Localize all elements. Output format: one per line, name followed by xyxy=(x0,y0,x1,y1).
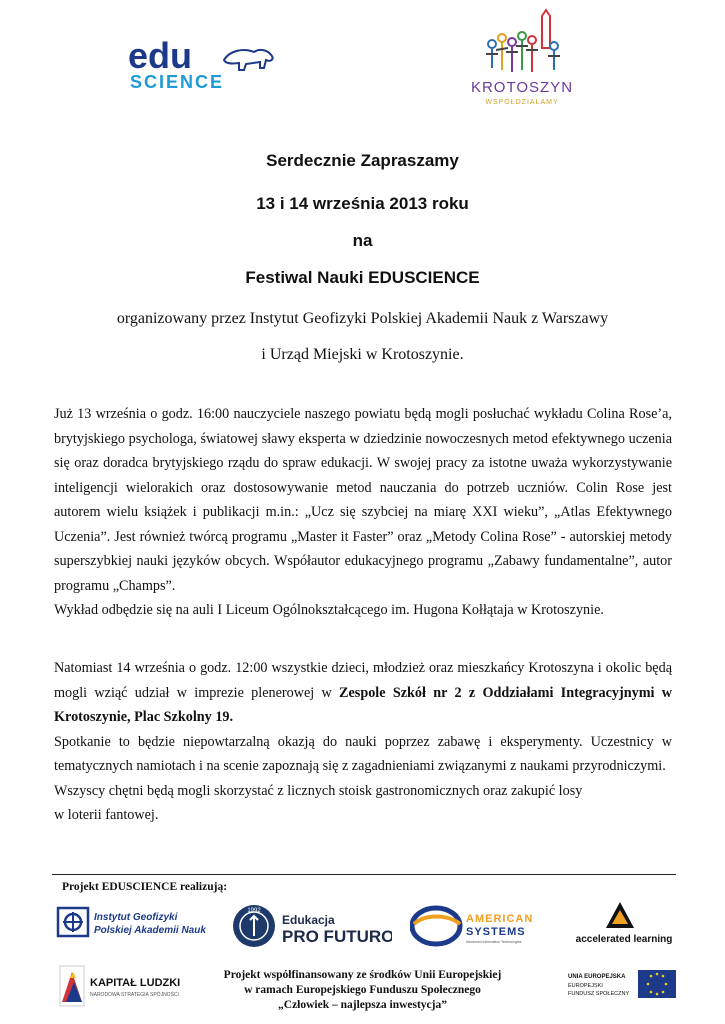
krotoszyn-skyline-icon xyxy=(486,10,560,72)
organizer-line-1: organizowany przez Instytut Geofizyki Polskiej Akademii Nauk z Warszawy xyxy=(116,310,609,327)
eu-line-3: FUNDUSZ SPOŁECZNY xyxy=(568,991,630,997)
funding-line-1: Projekt współfinansowany ze środków Unii Europejskiej xyxy=(223,969,502,981)
krotoszyn-name: KROTOSZYN xyxy=(470,79,574,96)
eu-line-2: EUROPEJSKI xyxy=(568,983,603,989)
pro-futuro-year: 1992 xyxy=(247,908,261,914)
invitation-na: na xyxy=(352,231,373,250)
american-systems-swoosh-icon xyxy=(412,908,460,944)
festival-title: Festiwal Nauki EDUSCIENCE xyxy=(245,268,480,287)
invitation-date: 13 i 14 września 2013 roku xyxy=(256,194,469,213)
systems-text: SYSTEMS xyxy=(466,926,526,938)
krotoszyn-logo xyxy=(462,8,582,108)
igf-line-1: Instytut Geofizyki xyxy=(94,912,178,923)
science-text: SCIENCE xyxy=(130,72,225,90)
kapital-ludzki-tagline: NARODOWA STRATEGIA SPÓJNOŚCI xyxy=(90,992,179,998)
american-systems-logo xyxy=(410,902,540,948)
pro-futuro-logo xyxy=(232,900,392,952)
school-address: Zespole Szkół nr 2 z Oddziałami Integracyjnymi w Krotoszynie, Plac Szkolny 19. xyxy=(54,684,672,725)
invitation-line-1: Serdecznie Zapraszamy xyxy=(266,151,459,170)
partners-label: Projekt EDUSCIENCE realizują: xyxy=(62,881,228,893)
igf-pan-logo xyxy=(56,902,206,942)
polar-bear-icon xyxy=(224,50,273,70)
footer-divider xyxy=(52,874,676,875)
eu-logo xyxy=(566,966,678,1006)
accelerated-learning-text: accelerated learning xyxy=(575,934,673,945)
kapital-ludzki-text: KAPITAŁ LUDZKI xyxy=(90,977,181,989)
funding-line-3: „Człowiek – najlepsza inwestycja” xyxy=(278,999,447,1011)
edu-text: edu xyxy=(128,38,193,76)
paragraph-stalls-line-2: w loterii fantowej. xyxy=(54,807,159,823)
paragraph-meeting: Spotkanie to będzie niepowtarzalną okazją do nauki poprzez zabawę i eksperymenty. Uczestnicy w tematycznych namiotach i na scenie zapoznają się z zagadnieniami związanymi z naukami przyrodniczymi. xyxy=(54,733,672,774)
eu-line-1: UNIA EUROPEJSKA xyxy=(568,974,626,980)
accelerated-learning-emblem-icon xyxy=(606,902,634,928)
paragraph-lecture xyxy=(54,402,672,623)
pro-futuro-emblem-icon xyxy=(233,905,275,947)
paragraph-outdoor xyxy=(54,656,672,828)
paragraph-outdoor-text xyxy=(54,656,672,730)
igf-emblem-icon xyxy=(58,908,88,936)
accelerated-learning-logo xyxy=(570,898,680,948)
paragraph-stalls-line-1: Wszyscy chętni będą mogli skorzystać z licznych stoisk gastronomicznych oraz zakupić losy xyxy=(54,782,583,799)
paragraph-lecture-text: Już 13 września o godz. 16:00 nauczyciele naszego powiatu będą mogli posłuchać wykładu Colina Rose’a, brytyjskiego psychologa, światowej sławy eksperta w dziedzinie nowoczesnych metod efektywnego uczenia się oraz doradca brytyjskiego rządu do spraw edukacji. W swojej pracy za istotne uważa wykorzystywanie inteligencji wielorakich oraz dostosowywanie metod nauczania do potrzeb uczniów. Colin Rose jest autorem wielu książek i publikacji m.in.: „Ucz się szybciej na miarę XXI wieku”, „Atlas Efektywnego Uczenia”. Jest również twórcą programu „Master it Faster” oraz „Metody Colina Rose” - autorskiej metody superszybkiej nauki języków obcych. Współautor edukacyjnego programu „Zabawy fundamentalne”, autor programu „Champs”. xyxy=(54,406,672,594)
pro-futuro-line-1: Edukacja xyxy=(282,913,335,927)
krotoszyn-tagline: WSPÓŁDZIAŁAMY xyxy=(485,99,559,106)
pro-futuro-line-2: PRO FUTURO xyxy=(282,927,392,946)
funding-line-2: w ramach Europejskiego Funduszu Społecznego xyxy=(244,984,481,996)
organizer-line-2: i Urząd Miejski w Krotoszynie. xyxy=(261,346,464,363)
paragraph-venue: Wykład odbędzie się na auli I Liceum Ogólnokształcącego im. Hugona Kołłątaja w Krotoszynie. xyxy=(54,602,604,618)
american-systems-tagline: Advanced Information Technologies xyxy=(466,940,522,944)
outdoor-intro: Natomiast 14 września o godz. 12:00 wszystkie dzieci, młodzież oraz mieszkańcy Krotoszyna i okolic będą mogli wziąć udział w imprezie plenerowej w xyxy=(54,660,672,701)
american-text: AMERICAN xyxy=(466,913,534,925)
eduscience-logo xyxy=(126,38,278,90)
eu-flag-icon xyxy=(638,970,676,998)
igf-line-2: Polskiej Akademii Nauk xyxy=(94,925,206,936)
